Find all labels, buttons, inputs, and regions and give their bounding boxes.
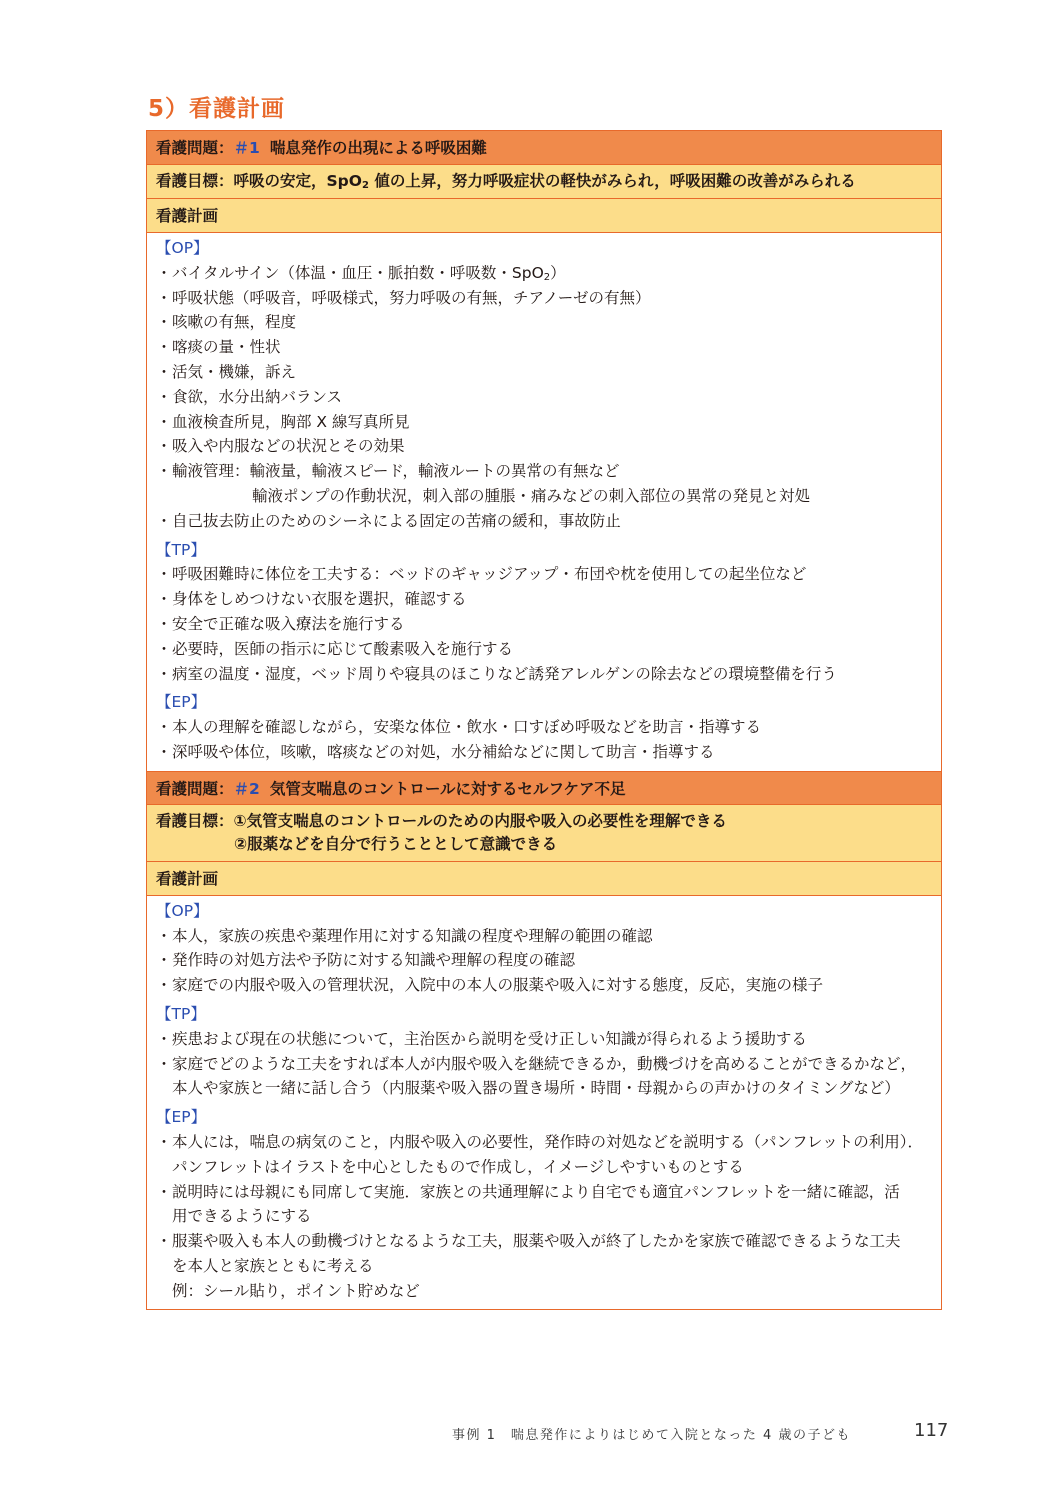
goal-item-1: ①気管支喘息のコントロールのための内服や吸入の必要性を理解できる [233, 811, 727, 830]
problem-2-goal [147, 805, 941, 862]
list-item: ・呼吸状態（呼吸音，呼吸様式，努力呼吸の有無，チアノーゼの有無） [156, 288, 651, 307]
list-item: ・発作時の対処方法や予防に対する知識や理解の程度の確認 [156, 951, 576, 970]
page-number: 117 [914, 1420, 949, 1441]
list-item: ・自己抜去防止のためのシーネによる固定の苦痛の緩和，事故防止 [156, 511, 621, 530]
op-label: 【OP】 [156, 239, 209, 257]
list-item: ・咳嗽の有無，程度 [156, 313, 297, 332]
list-item-continuation: 例：シール貼り，ポイント貯めなど [172, 1281, 420, 1300]
list-item: ・本人，家族の疾患や薬理作用に対する知識の程度や理解の範囲の確認 [156, 926, 653, 945]
problem-label: 看護問題： [156, 139, 234, 157]
ep-label: 【EP】 [156, 1108, 207, 1127]
op-label: 【OP】 [156, 901, 209, 920]
problem-label: 看護問題： [156, 779, 234, 798]
list-item: ・説明時には母親にも同席して実施．家族との共通理解により自宅でも適宜パンフレットを一緒に確認，活 [156, 1182, 900, 1201]
goal-text-pre: 呼吸の安定，SpO [233, 172, 362, 190]
list-item: ・本人には，喘息の病気のこと，内服や吸入の必要性，発作時の対処などを説明する（パンフレットの利用）． [156, 1132, 923, 1151]
nursing-plan-table [146, 130, 942, 1310]
list-item: ・本人の理解を確認しながら，安楽な体位・飲水・口すぼめ呼吸などを助言・指導する [156, 718, 762, 737]
problem-title: 喘息発作の出現による呼吸困難 [269, 139, 487, 157]
list-item: ・必要時，医師の指示に応じて酸素吸入を施行する [156, 639, 514, 658]
problem-1-plan-header: 看護計画 [147, 199, 941, 233]
list-item-continuation: 輸液ポンプの作動状況，刺入部の腫脹・痛みなどの刺入部位の異常の発見と対処 [252, 486, 811, 505]
goal-label: 看護目標： [156, 172, 234, 190]
problem-1-goal [147, 165, 941, 199]
list-item: ・家庭での内服や吸入の管理状況，入院中の本人の服薬や吸入に対する態度，反応，実施の様子 [156, 976, 824, 995]
problem-2-plan-header: 看護計画 [147, 862, 941, 896]
problem-title: 気管支喘息のコントロールに対するセルフケア不足 [269, 779, 626, 798]
list-item: ・喀痰の量・性状 [156, 338, 281, 357]
goal-text-post: 値の上昇，努力呼吸症状の軽快がみられ，呼吸困難の改善がみられる [368, 172, 856, 190]
goal-item-2: ②服薬などを自分で行うこととして意識できる [234, 834, 558, 853]
problem-1-plan-body [147, 233, 941, 771]
list-item: ・血液検査所見，胸部 X 線写真所見 [156, 412, 410, 431]
list-item-continuation: を本人と家族とともに考える [172, 1256, 374, 1275]
list-item: ・輸液管理：輸液量，輸液スピード，輸液ルートの異常の有無など [156, 462, 620, 481]
list-item: ・安全で正確な吸入療法を施行する [156, 614, 405, 633]
problem-2-plan-body [147, 896, 941, 1310]
problem-number: ＃1 [233, 139, 260, 157]
list-item: ・食欲，水分出納バランス [156, 387, 343, 406]
list-item: ・服薬や吸入も本人の動機づけとなるような工夫，服薬や吸入が終了したかを家族で確認できるような工夫 [156, 1232, 901, 1251]
running-footer: 事例 1 喘息発作によりはじめて入院となった 4 歳の子ども [452, 1428, 851, 1443]
tp-label: 【TP】 [156, 540, 206, 559]
list-item: ・活気・機嫌，訴え [156, 362, 297, 381]
list-item: ・吸入や内服などの状況とその効果 [156, 437, 405, 456]
list-item-continuation: 本人や家族と一緒に話し合う（内服薬や吸入器の置き場所・時間・母親からの声かけのタイミングなど） [172, 1079, 900, 1098]
tp-label: 【TP】 [156, 1004, 206, 1023]
ep-label: 【EP】 [156, 693, 207, 712]
list-item: ・病室の温度・湿度，ベッド周りや寝具のほこりなど誘発アレルゲンの除去などの環境整備を行う [156, 664, 837, 683]
goal-label: 看護目標： [156, 811, 234, 830]
problem-2-header [147, 771, 941, 805]
list-item: ・疾患および現在の状態について，主治医から説明を受け正しい知識が得られるよう援助する [156, 1029, 807, 1048]
problem-number: ＃2 [233, 779, 260, 798]
list-item: ・深呼吸や体位，咳嗽，喀痰などの対処，水分補給などに関して助言・指導する [156, 742, 715, 761]
problem-1-header [147, 131, 941, 165]
list-item: ・バイタルサイン（体温・血圧・脈拍数・呼吸数・SpO$_2$） [156, 263, 566, 283]
section-title: 5）看護計画 [148, 96, 286, 122]
list-item-continuation: パンフレットはイラストを中心としたもので作成し，イメージしやすいものとする [172, 1157, 744, 1176]
goal-subscript: 2 [361, 180, 369, 191]
list-item: ・呼吸困難時に体位を工夫する：ベッドのギャッジアップ・布団や枕を使用しての起坐位など [156, 565, 807, 584]
list-item-continuation: 用できるようにする [172, 1207, 312, 1226]
list-item: ・身体をしめつけない衣服を選択，確認する [156, 590, 467, 609]
list-item: ・家庭でどのような工夫をすれば本人が内服や吸入を継続できるか，動機づけを高めることができるかなど， [156, 1054, 917, 1073]
